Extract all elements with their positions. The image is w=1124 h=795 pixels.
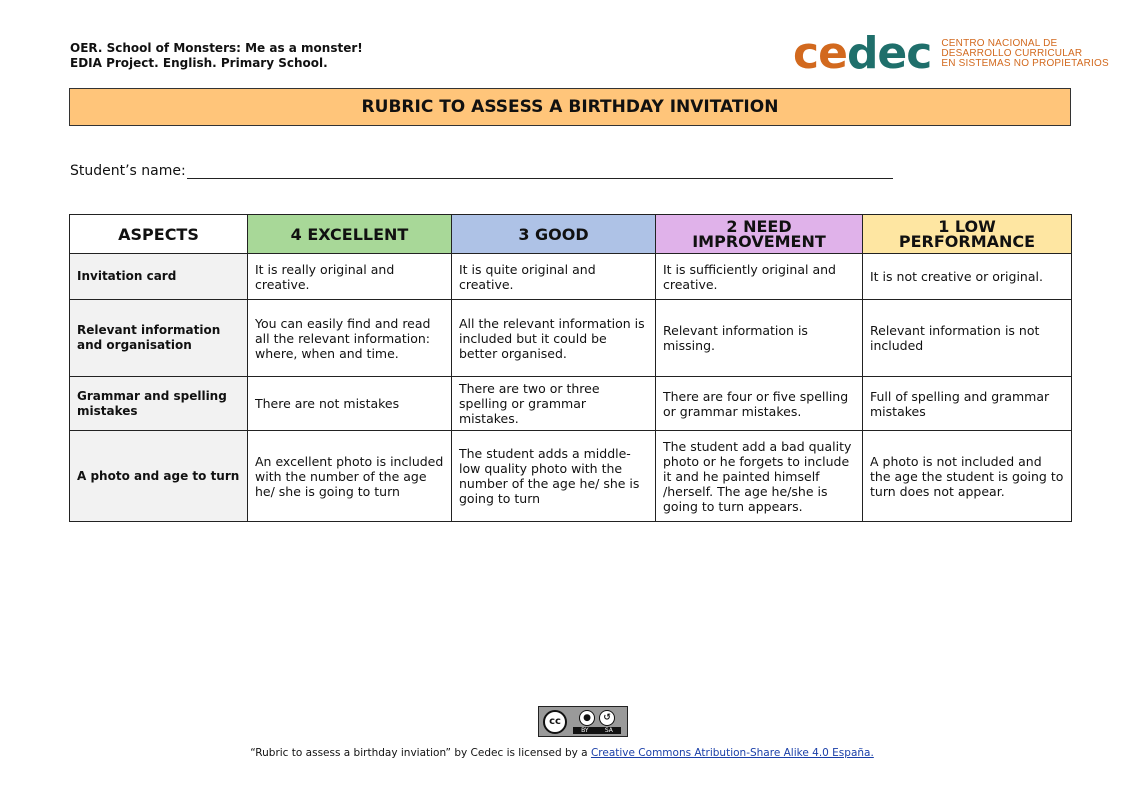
criteria-cell: It is sufficiently original and creative. [656,254,863,300]
student-name-blank-line[interactable] [187,163,893,179]
criteria-cell: A photo is not included and the age the student is going to turn does not appear. [863,431,1072,522]
cc-by-sa-badge[interactable] [538,706,628,737]
cedec-logo-text: CENTRO NACIONAL DE DESARROLLO CURRICULAR EN SISTEMAS NO PROPIETARIOS [941,38,1109,69]
header-aspects: ASPECTS [70,215,248,254]
table-row [70,254,1072,300]
student-name-field [70,163,893,179]
criteria-cell: It is not creative or original. [863,254,1072,300]
table-header-row [70,215,1072,254]
header-need-improvement: 2 NEED IMPROVEMENT [656,215,863,254]
criteria-cell: Full of spelling and grammar mistakes [863,377,1072,431]
student-name-label: Student’s name: [70,163,186,179]
aspect-cell: Invitation card [70,254,248,300]
license-text: “Rubric to assess a birthday inviation” by Cedec is licensed by a [250,747,591,759]
license-link[interactable]: Creative Commons Atribution-Share Alike 4.0 España. [590,747,874,759]
rubric-title: RUBRIC TO ASSESS A BIRTHDAY INVITATION [69,88,1071,126]
criteria-cell: The student adds a middle-low quality photo with the number of the age he/ she is going to turn [452,431,656,522]
aspect-cell: A photo and age to turn [70,431,248,522]
table-row [70,300,1072,377]
header-line-2: EDIA Project. English. Primary School. [70,56,328,70]
by-label: BY [581,726,589,734]
criteria-cell: There are two or three spelling or grammar mistakes. [452,377,656,431]
criteria-cell: Relevant information is missing. [656,300,863,377]
license-footer [0,747,1124,759]
share-alike-icon: ↺ [599,710,615,726]
criteria-cell: It is quite original and creative. [452,254,656,300]
criteria-cell: There are not mistakes [248,377,452,431]
aspect-cell: Relevant information and organisation [70,300,248,377]
criteria-cell: The student add a bad quality photo or he forgets to include it and he painted himself /herself. The age he/she is going to turn appears. [656,431,863,522]
document-header [70,41,363,71]
criteria-cell: You can easily find and read all the relevant information: where, when and time. [248,300,452,377]
criteria-cell: It is really original and creative. [248,254,452,300]
attribution-icon: ● [579,710,595,726]
header-low-performance: 1 LOW PERFORMANCE [863,215,1072,254]
header-good: 3 GOOD [452,215,656,254]
criteria-cell: An excellent photo is included with the number of the age he/ she is going to turn [248,431,452,522]
table-row [70,431,1072,522]
header-line-1: OER. School of Monsters: Me as a monster! [70,41,363,55]
table-row [70,377,1072,431]
criteria-cell: All the relevant information is included but it could be better organised. [452,300,656,377]
cc-icon: cc [543,710,567,734]
criteria-cell: There are four or five spelling or grammar mistakes. [656,377,863,431]
rubric-table [69,214,1072,522]
criteria-cell: Relevant information is not included [863,300,1072,377]
sa-label: SA [604,726,613,734]
aspect-cell: Grammar and spelling mistakes [70,377,248,431]
header-excellent: 4 EXCELLENT [248,215,452,254]
cedec-logo [793,28,1109,79]
cedec-logo-word: cedec [793,28,932,79]
